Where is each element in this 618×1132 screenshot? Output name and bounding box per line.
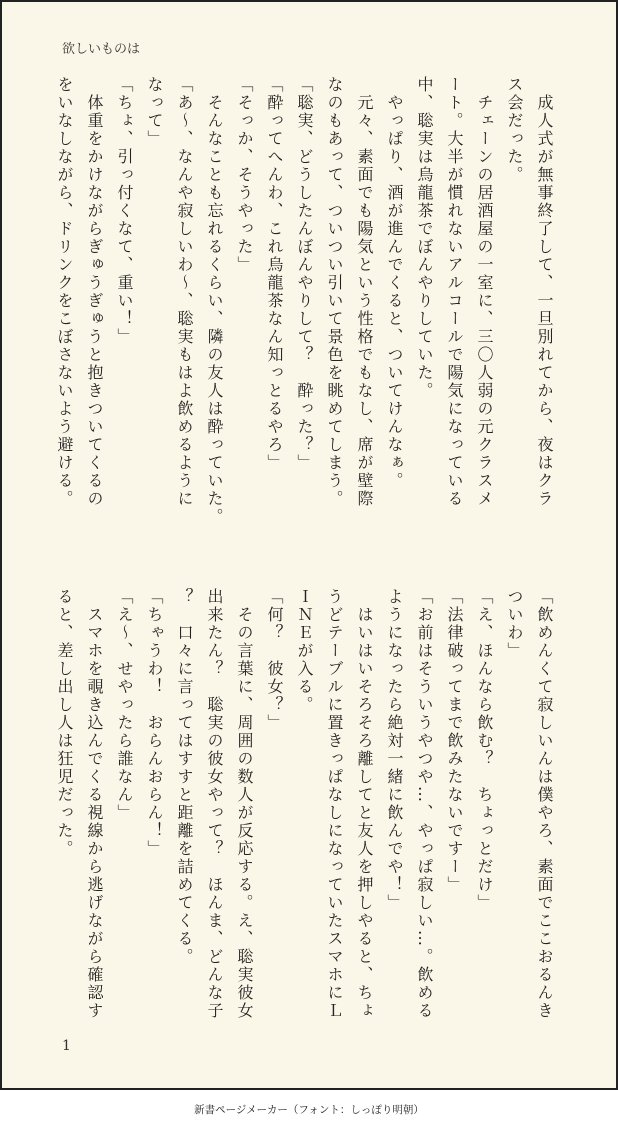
text-line: 「法律破ってまで飲みたないですー」 — [445, 588, 464, 894]
text-line: ＩＮＥが入る。 — [295, 588, 314, 714]
text-line: 「え～、せやったら誰なん」 — [115, 588, 134, 822]
text-line: なのもあって、ついつい引いて景色を眺めてしまう。 — [325, 76, 344, 508]
text-line: 「酔ってへんわ、これ烏龍茶なん知っとるやろ」 — [265, 76, 284, 472]
text-line: そんなことも忘れるくらい、隣の友人は酔っていた。 — [205, 76, 224, 526]
text-line: 出来たん？ 聡実の彼女やって？ ほんま、どんな子 — [205, 588, 224, 1020]
text-line: スマホを覗き込んでくる視線から逃げながら確認す — [85, 588, 104, 1020]
running-header: 欲しいものは — [62, 42, 141, 57]
text-line: 「あ～、なんや寂しいわ～、聡実もはよ飲めるように — [175, 76, 194, 508]
text-line: やっぱり、酒が進んでくると、ついてけんなぁ。 — [385, 76, 404, 490]
text-line: 「聡実、どうしたんぼんやりして？ 酔った？」 — [295, 76, 314, 472]
text-block-top — [49, 76, 559, 548]
text-line: うどテーブルに置きっぱなしになっていたスマホにＬ — [325, 588, 344, 1020]
text-line: はいはいそろそろ離してと友人を押しやると、ちょ — [355, 588, 374, 1020]
text-line: 「飲めんくて寂しいんは僕やろ、素面でここおるんき — [535, 588, 554, 1020]
text-line: 「そっか、そうやった」 — [235, 76, 254, 274]
text-line: 「え、ほんなら飲む？ ちょっとだけ」 — [475, 588, 494, 912]
text-line: 「ちゃうわ！ おらんおらん！」 — [145, 588, 164, 858]
text-line: なって」 — [145, 76, 164, 148]
text-line: 「お前はそういうやつや…、やっぱ寂しい…。飲める — [415, 588, 434, 1020]
text-line: ？ 口々に言ってはすすと距離を詰めてくる。 — [175, 588, 194, 966]
text-line: チェーンの居酒屋の一室に、三〇人弱の元クラスメ — [475, 76, 494, 508]
footer-credit: 新書ページメーカー（フォント：しっぽり明朝） — [194, 1104, 424, 1116]
text-line: ついわ」 — [505, 588, 524, 660]
text-line: 成人式が無事終了して、一旦別れてから、夜はクラ — [535, 76, 554, 508]
text-line: ると、差し出し人は狂児だった。 — [55, 588, 74, 858]
text-line: 「ちょ、引っ付くなて、重い！」 — [115, 76, 134, 346]
text-block-bottom — [49, 588, 559, 1060]
page-number: 1 — [62, 1038, 71, 1054]
text-line: その言葉に、周囲の数人が反応する。え、聡実彼女 — [235, 588, 254, 1020]
text-line: 中、聡実は烏龍茶でぼんやりしていた。 — [415, 76, 434, 400]
text-line: をいなしながら、ドリンクをこぼさないよう避ける。 — [55, 76, 74, 508]
text-line: 「何？ 彼女？」 — [265, 588, 284, 732]
text-line: ス会だった。 — [505, 76, 524, 184]
text-line: ようになったら絶対一緒に飲んでや！」 — [385, 588, 404, 912]
text-line: ート。大半が慣れないアルコールで陽気になっている — [445, 76, 464, 508]
text-line: 体重をかけながらぎゅうぎゅうと抱きついてくるの — [85, 76, 104, 508]
text-line: 元々、素面でも陽気という性格でもなし、席が壁際 — [355, 76, 374, 508]
